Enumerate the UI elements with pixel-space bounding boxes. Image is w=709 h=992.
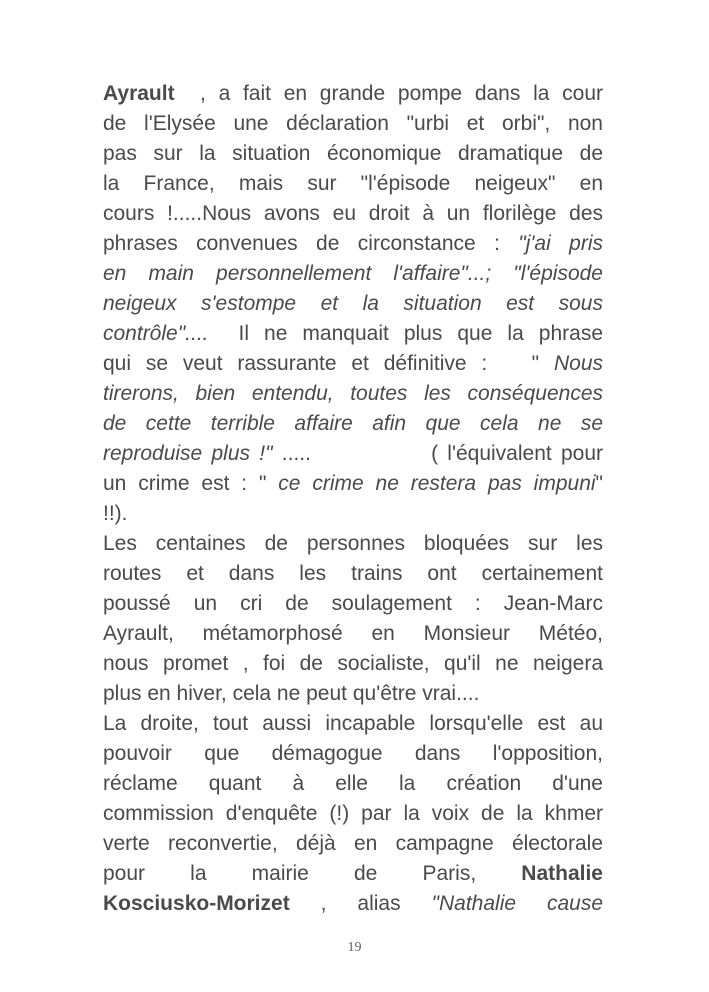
text-segment-bold: Ayrault [103,82,175,105]
text-line [103,409,603,439]
text-segment-regular: routes et dans les trains ont certainement [103,562,603,585]
text-line [103,379,603,409]
text-line [103,529,603,559]
text-line [103,319,603,349]
text-segment-regular: Il ne manquait plus que la phrase [208,322,603,345]
text-segment-regular: la France, mais sur "l'épisode neigeux" en [103,172,603,195]
text-segment-regular: un crime est : " [103,472,279,495]
text-segment-regular: nous promet , foi de socialiste, qu'il ne neigera [103,652,603,675]
text-line [103,469,603,499]
text-segment-regular: qui se veut rassurante et définitive : " [103,352,554,375]
text-segment-italic: Nous [553,352,603,375]
text-line [103,559,603,589]
text-line [103,769,603,799]
text-segment-italic: de cette terrible affaire afin que cela ne se [103,412,603,435]
text-segment-italic: tirerons, bien entendu, toutes les conséquences [103,382,603,405]
text-line [103,169,603,199]
text-segment-regular: pas sur la situation économique dramatique de [103,142,603,165]
text-segment-italic: reproduise plus !" [103,442,273,465]
text-line [103,259,603,289]
text-segment-regular: La droite, tout aussi incapable lorsqu'elle est au [103,712,603,735]
text-line [103,199,603,229]
text-line [103,79,603,109]
text-segment-regular: , alias [289,892,432,915]
text-line [103,589,603,619]
text-segment-regular: de l'Elysée une déclaration "urbi et orbi", non [103,112,603,135]
text-segment-italic: contrôle".... [103,322,209,345]
text-segment-bold: Kosciusko-Morizet [103,892,290,915]
text-line [103,859,603,889]
page-number-label: 19 [347,940,362,955]
text-line [103,679,603,709]
text-line [103,229,603,259]
text-segment-regular: Les centaines de personnes bloquées sur les [103,532,603,555]
text-line [103,349,603,379]
text-line [103,799,603,829]
text-segment-regular: ..... ( l'équivalent pour [272,442,603,465]
text-line [103,649,603,679]
text-segment-italic: ce crime ne restera pas impuni [278,472,596,495]
text-segment-regular: plus en hiver, cela ne peut qu'être vrai.... [103,682,480,705]
text-line [103,619,603,649]
text-line [103,889,603,919]
text-segment-regular: , a fait en grande pompe dans la cour [174,82,603,105]
text-segment-regular: poussé un cri de soulagement : Jean-Marc [103,592,603,615]
text-segment-regular: pouvoir que démagogue dans l'opposition, [103,742,603,765]
text-segment-regular: verte reconvertie, déjà en campagne électorale [103,832,603,855]
text-segment-italic: "Nathalie cause [431,892,604,915]
text-line [103,439,603,469]
text-line [103,829,603,859]
text-segment-regular: " [595,472,604,495]
text-segment-italic: en main personnellement l'affaire"...; "l'épisode [103,262,603,285]
text-segment-italic: "j'ai pris [518,232,603,255]
text-line [103,109,603,139]
text-line [103,709,603,739]
text-segment-regular: cours !.....Nous avons eu droit à un florilège des [103,202,603,225]
text-line [103,739,603,769]
text-segment-regular: phrases convenues de circonstance : [103,232,519,255]
text-segment-regular: pour la mairie de Paris, [103,862,522,885]
text-segment-regular: !!). [103,502,128,525]
text-segment-regular: réclame quant à elle la création d'une [103,772,603,795]
text-line [103,499,603,529]
text-line [103,289,603,319]
text-segment-regular: commission d'enquête (!) par la voix de la khmer [103,802,603,825]
text-segment-italic: neigeux s'estompe et la situation est sous [103,292,603,315]
text-segment-regular: Ayrault, métamorphosé en Monsieur Météo, [103,622,603,645]
text-line [103,139,603,169]
text-segment-bold: Nathalie [521,862,603,885]
page-number [0,941,709,955]
text-block [103,79,603,919]
